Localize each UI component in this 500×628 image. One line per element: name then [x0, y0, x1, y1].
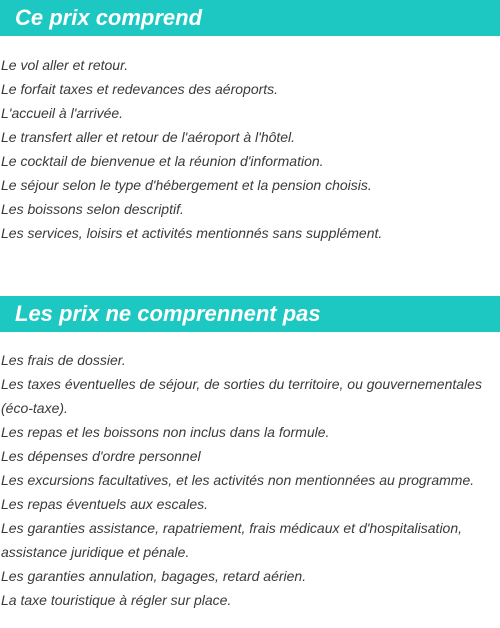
excluded-item: Les repas et les boissons non inclus dans la formule.	[1, 424, 330, 440]
included-item: Les boissons selon descriptif.	[1, 201, 184, 217]
excluded-item: Les dépenses d'ordre personnel	[1, 448, 201, 464]
included-item: Le cocktail de bienvenue et la réunion d'information.	[1, 153, 324, 169]
included-item: Le forfait taxes et redevances des aéroports.	[1, 81, 279, 97]
included-item: Le vol aller et retour.	[1, 57, 129, 73]
excluded-item: Les repas éventuels aux escales.	[1, 496, 209, 512]
included-section-title: Ce prix comprend	[0, 0, 500, 36]
excluded-item: La taxe touristique à régler sur place.	[1, 592, 232, 608]
included-item: Le séjour selon le type d'hébergement et la pension choisis.	[1, 177, 372, 193]
excluded-item: Les frais de dossier.	[1, 352, 126, 368]
excluded-item: Les garanties annulation, bagages, retard aérien.	[1, 568, 307, 584]
excluded-item: Les taxes éventuelles de séjour, de sorties du territoire, ou gouvernementales (éco-taxe).	[1, 376, 482, 416]
included-item: L'accueil à l'arrivée.	[1, 105, 124, 121]
included-item: Le transfert aller et retour de l'aéroport à l'hôtel.	[1, 129, 296, 145]
included-item: Les services, loisirs et activités mentionnés sans supplément.	[1, 225, 383, 241]
excluded-item: Les excursions facultatives, et les activités non mentionnées au programme.	[1, 472, 475, 488]
included-list	[0, 53, 500, 245]
excluded-section-title: Les prix ne comprennent pas	[0, 296, 500, 332]
excluded-item: Les garanties assistance, rapatriement, frais médicaux et d'hospitalisation, assistance juridique et pénale.	[1, 520, 463, 560]
excluded-list	[0, 348, 500, 612]
